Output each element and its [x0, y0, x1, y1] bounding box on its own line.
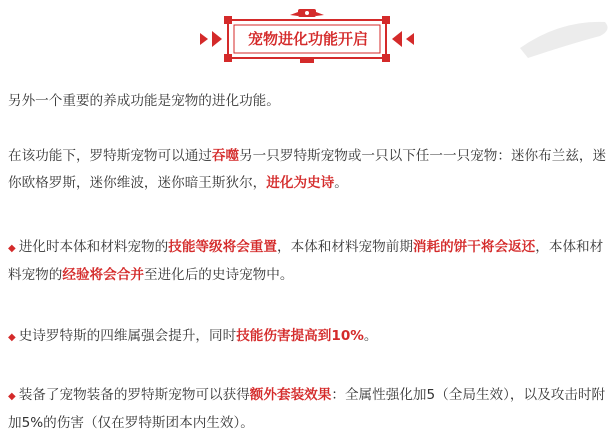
text-segment: 在该功能下，罗特斯宠物可以通过 [8, 148, 212, 164]
text-segment: 装备了宠物装备的罗特斯宠物可以获得 [18, 387, 250, 403]
paragraph-evolution-effects [8, 234, 608, 289]
text-segment: 。 [363, 328, 378, 344]
text-segment: 。 [334, 175, 348, 191]
text-segment: ，本体和材料宠物的 [8, 239, 604, 283]
paragraph-epic-stats [8, 323, 608, 351]
highlight-cookie-refund: 消耗的饼干将会返还 [412, 239, 536, 255]
text-segment: 另一只罗特斯宠物或一只以下任一一只宠物：迷你布兰兹，迷你欧格罗斯，迷你维波，迷你暗王斯狄尔， [8, 148, 607, 191]
bullet-diamond-icon: ◆ [8, 332, 16, 343]
highlight-extra-set-effect: 额外套装效果 [249, 387, 332, 403]
section-title: 宠物进化功能开启 [247, 30, 368, 48]
section-banner [0, 0, 614, 70]
text-segment: 进化时本体和材料宠物的 [18, 239, 169, 255]
ornament-right [392, 31, 414, 47]
bullet-diamond-icon: ◆ [8, 243, 16, 254]
intro-text: 另外一个重要的养成功能是宠物的进化功能。 [8, 93, 280, 109]
highlight-exp-merge: 经验将会合并 [62, 267, 144, 283]
paragraph-set-effect [8, 382, 608, 437]
highlight-skill-reset: 技能等级将会重置 [168, 239, 277, 255]
text-segment: ：全属性强化加5（全局生效），以及攻击时附加5%的伤害（仅在罗特斯团本内生效）。 [8, 387, 606, 431]
brush-stroke-decoration [520, 22, 608, 58]
highlight-devour: 吞噬 [211, 148, 240, 164]
paragraph-intro [8, 88, 608, 115]
frame-top-icon [290, 9, 324, 17]
text-segment: ，本体和材料宠物前期 [276, 239, 413, 255]
bullet-diamond-icon: ◆ [8, 391, 16, 402]
text-segment: 至进化后的史诗宠物中。 [143, 267, 294, 283]
ornament-left [200, 31, 222, 47]
highlight-evolve-epic: 进化为史诗 [266, 175, 335, 191]
paragraph-evolution-method [8, 143, 608, 197]
highlight-skill-damage: 技能伤害提高到10% [236, 328, 364, 344]
text-segment: 史诗罗特斯的四维属强会提升，同时 [18, 328, 237, 344]
